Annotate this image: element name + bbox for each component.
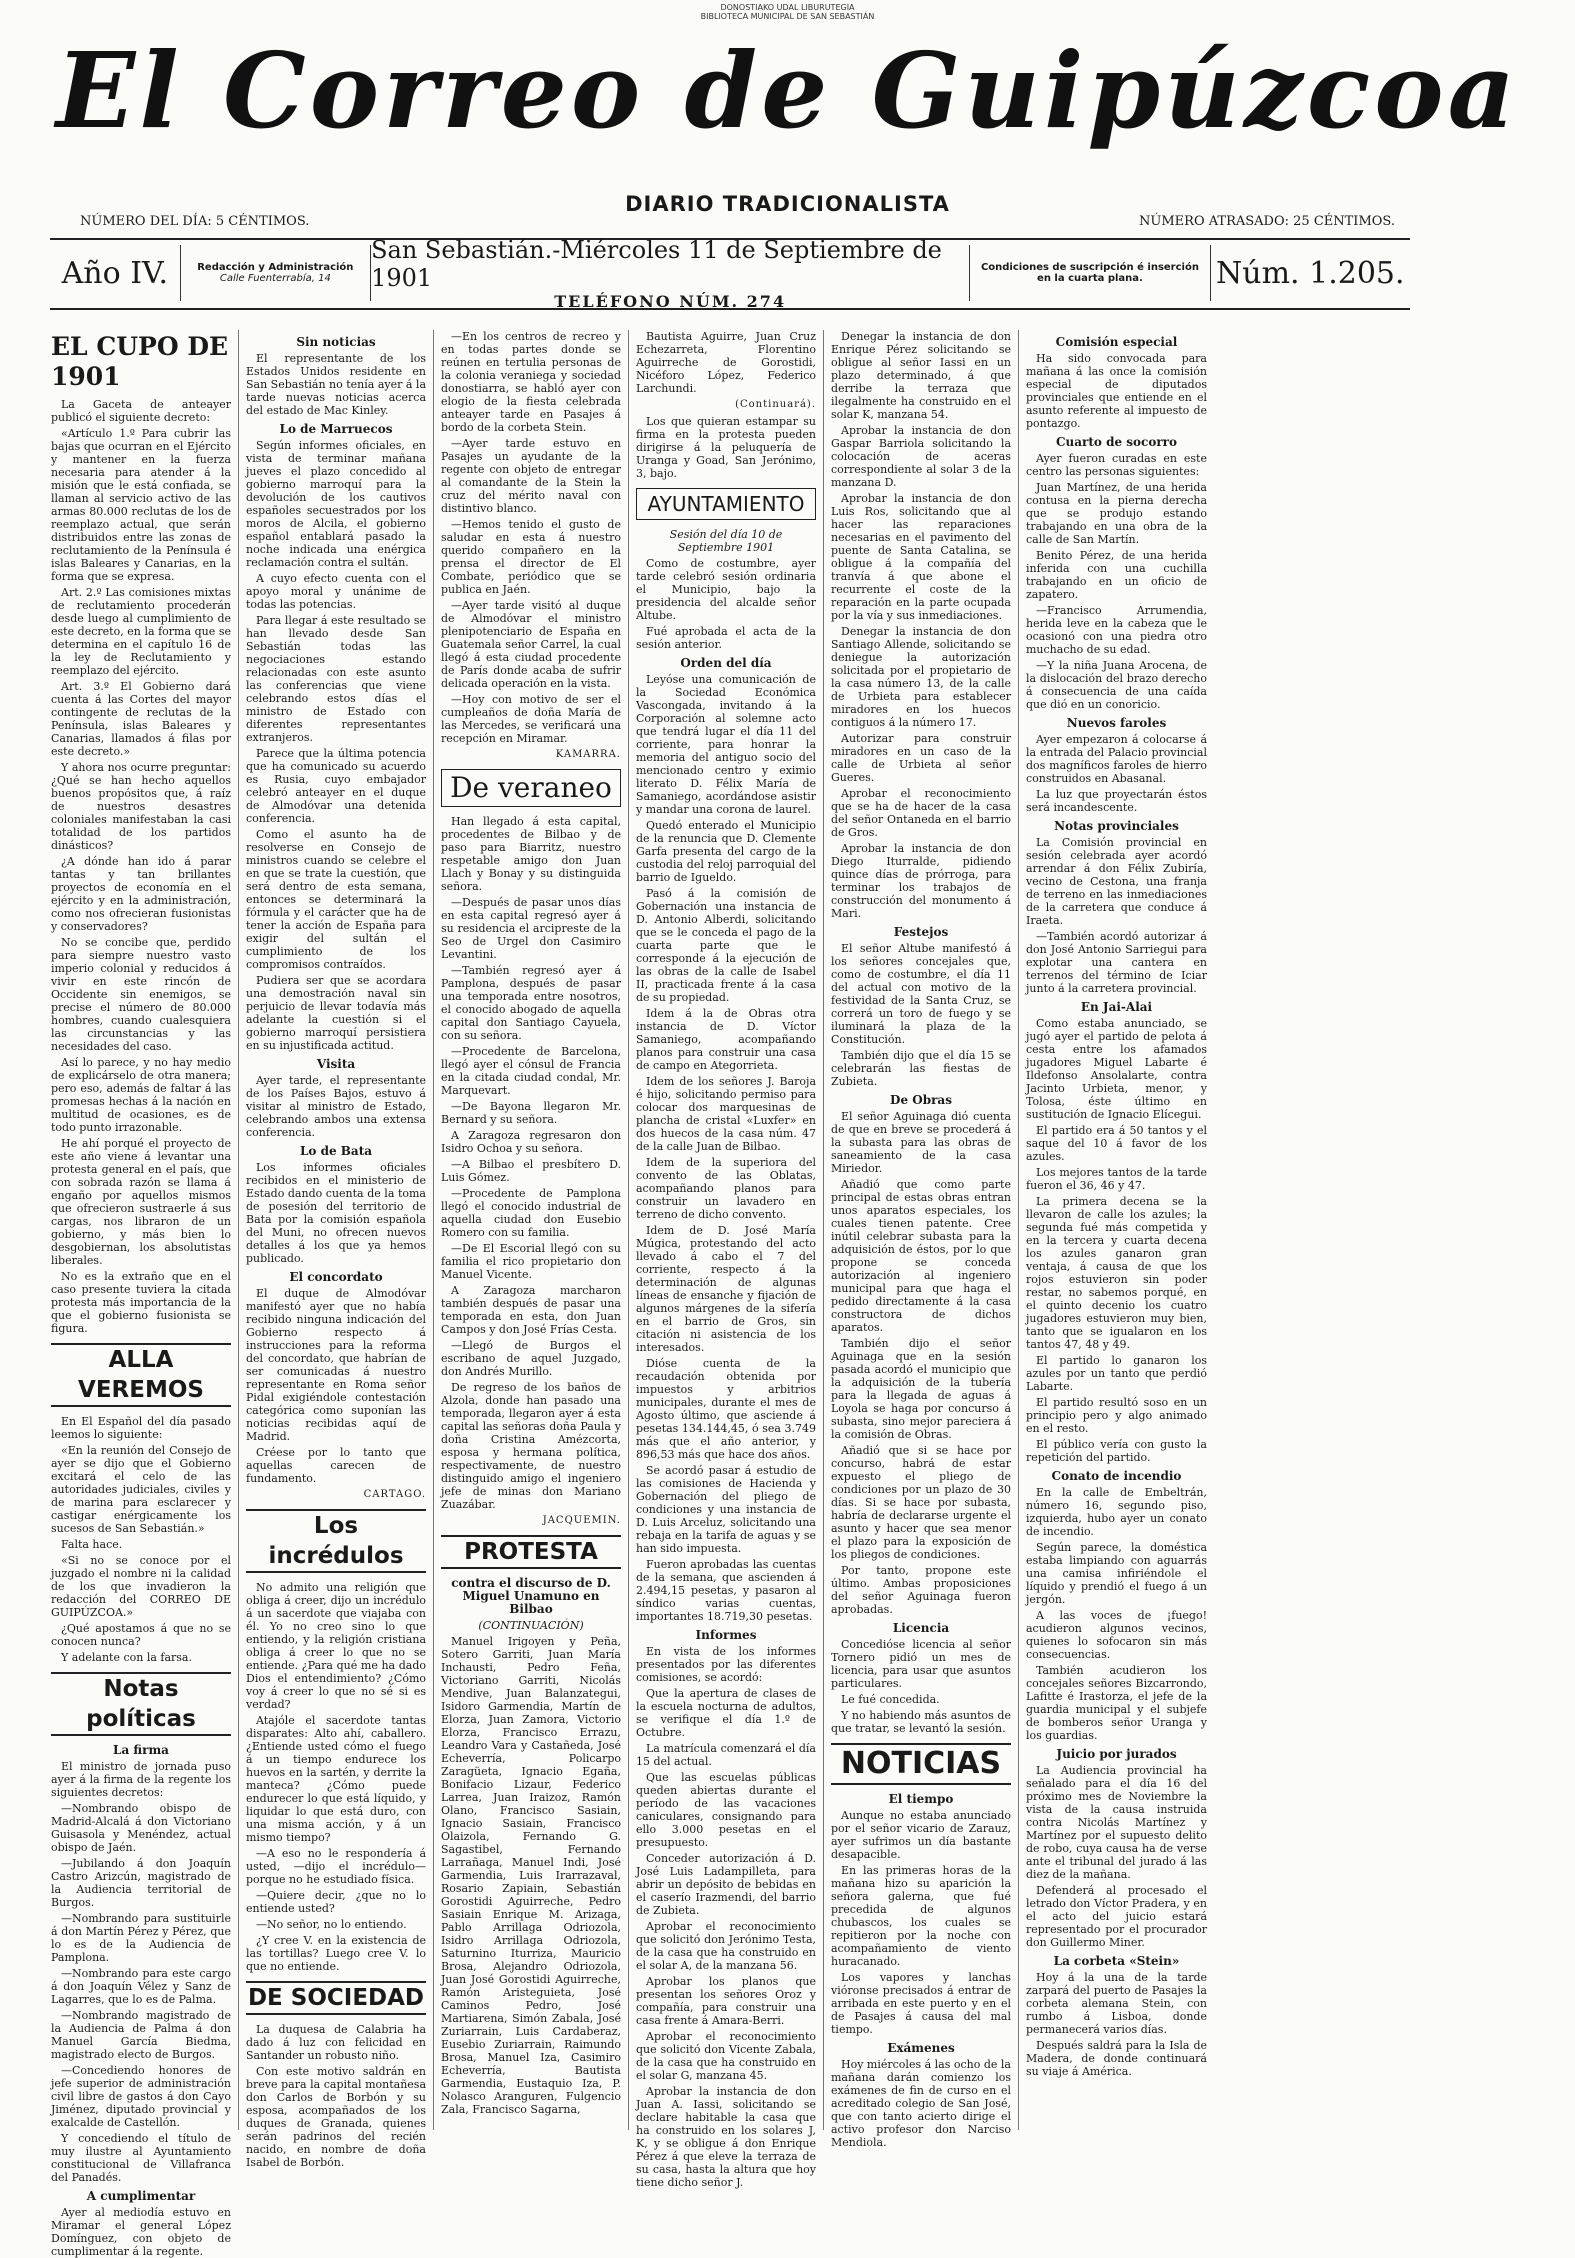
paragraph: —De El Escorial llegó con su familia el rico propietario don Manuel Vicente. xyxy=(441,1242,621,1281)
paragraph: Quedó enterado el Municipio de la renuncia que D. Clemente Garfa presenta del cargo de la custodia del reloj parroquial del barrio de Igueldo. xyxy=(636,819,816,884)
paragraph: Atajóle el sacerdote tantas disparates: Alto ahí, caballero. ¿Entiende usted cómo el fuego á un tiempo endurece los huevos en la sartén, y derrite la manteca? ¿Cómo puede endurecer lo que está líquido, y liquidar lo que está duro, con una misma acción, y á un mismo tiempo? xyxy=(246,1714,426,1844)
section-heading: En Jai-Alai xyxy=(1080,1000,1153,1014)
paragraph: Denegar la instancia de don Santiago Allende, solicitando se deniegue la autorización solicitada por el propietario de la casa número 13, de la calle de Urbieta para establecer miradores en los huecos contiguos á la número 17. xyxy=(831,625,1011,729)
issue-number: Núm. 1.205. xyxy=(1216,255,1405,291)
paragraph: Idem de los señores J. Baroja é hijo, solicitando permiso para colocar dos marquesinas de plancha de cristal «Luxfer» en dos huecos de la casa núm. 47 de la calle Juan de Bilbao. xyxy=(636,1075,816,1153)
telephone: TELÉFONO NÚM. 274 xyxy=(554,291,787,311)
paragraph: Leyóse una comunicación de la Sociedad Económica Vascongada, invitando á la Corporación al solemne acto que tendrá lugar el día 11 del corriente, para honrar la memoria del antiguo socio del mencionado centro y eximio literato D. Félix María de Samaniego, acordándose asistir y mandar una corona de laurel. xyxy=(636,673,816,816)
paragraph: —Y la niña Juana Arocena, de la dislocación del brazo derecho á consecuencia de una caída que dió en un conoricio. xyxy=(1026,659,1207,711)
paragraph: Idem de D. José María Múgica, protestando del acto llevado á cabo el 7 del corriente, respecto á la determinación de algunas líneas de ensanche y fijación de algunos márgenes de la sifería en el barrio de Gros, sin citación ni asistencia de los interesados. xyxy=(636,1224,816,1354)
date-text: San Sebastián.-Miércoles 11 de Septiembre de 1901 xyxy=(371,235,942,292)
continuation-note: (Continuará). xyxy=(735,399,816,410)
paragraph: Defenderá al procesado el letrado don Víctor Pradera, y en el acto del juicio estará representado por el procurador don Guillermo Miner. xyxy=(1026,1884,1207,1949)
paragraph: Por tanto, propone este último. Ambas proposiciones del señor Aguinaga fueron aprobadas. xyxy=(831,1564,1011,1616)
section-heading: Sin noticias xyxy=(296,335,376,349)
paragraph: Y ahora nos ocurre preguntar: ¿Qué se han hecho aquellos buenos propósitos que, á raíz de nuestros desastres coloniales manifestaban la casi totalidad de los partidos dinásticos? xyxy=(51,761,231,852)
paragraph: Hoy miércoles á las ocho de la mañana darán comienzo los exámenes de fin de curso en el acreditado colegio de San José, que con tanto acierto dirige el activo profesor don Narciso Mendiola. xyxy=(831,2058,1011,2149)
paragraph: Ayer fueron curadas en este centro las personas siguientes: xyxy=(1026,452,1207,478)
paragraph: De regreso de los baños de Alzola, donde han pasado una temporada, llegaron ayer á esta capital las señoras doña Paula y doña Cristina Amézcorta, esposa y hermana política, respectivamente, de nuestro distinguido amigo el ingeniero jefe de minas don Mariano Zuazábar. xyxy=(441,1381,621,1511)
issue-year: Año IV. xyxy=(50,245,181,301)
section-heading: Orden del día xyxy=(680,656,772,670)
stamp-line-2: BIBLIOTECA MUNICIPAL DE SAN SEBASTIÁN xyxy=(700,12,875,21)
paragraph: La duquesa de Calabria ha dado á luz con felicidad en Santander un robusto niño. xyxy=(246,2023,426,2062)
section-heading: Conato de incendio xyxy=(1051,1469,1182,1483)
headline-cupo: EL CUPO DE 1901 xyxy=(51,332,229,391)
paragraph: —Quiere decir, ¿que no lo entiende usted? xyxy=(246,1889,426,1915)
section-heading: Notas provinciales xyxy=(1054,819,1179,833)
section-heading: La corbeta «Stein» xyxy=(1053,1954,1180,1968)
paragraph: —También regresó ayer á Pamplona, después de pasar una temporada entre nosotros, el conocido abogado de aquella capital don Santiago Cayuela, con su señora. xyxy=(441,964,621,1042)
section-heading: El tiempo xyxy=(888,1792,954,1806)
paragraph: Bautista Aguirre, Juan Cruz Echezarreta, Florentino Aguirreche de Gorostidi, Nicéforo López, Federico Larchundi. xyxy=(636,330,816,395)
paragraph: «En la reunión del Consejo de ayer se dijo que el Gobierno excitará el celo de las autoridades judiciales, civiles y de marina para esclarecer y castigar enérgicamente los sucesos de San Sebastián.» xyxy=(51,1444,231,1535)
column-3 xyxy=(434,330,629,2130)
paragraph: Aprobar el reconocimiento que solicitó don Vicente Zabala, de la casa que ha construido en el solar G, manzana 45. xyxy=(636,2030,816,2082)
editorial-address: Calle Fuenterrabía, 14 xyxy=(219,273,331,284)
section-heading: Cuarto de socorro xyxy=(1055,435,1178,449)
paragraph: Hoy á la una de la tarde zarpará del puerto de Pasajes la corbeta alemana Stein, con rumbo á Lisboa, donde permanecerá varios días. xyxy=(1026,1971,1207,2036)
paragraph: A Zaragoza marcharon también después de pasar una temporada en esta, don Juan Campos y don José Frías Cesta. xyxy=(441,1284,621,1336)
paragraph: Para llegar á este resultado se han llevado desde San Sebastián todas las negociaciones estando relacionadas con este asunto las conferencias que viene celebrando estos días el ministro de Estado con diferentes representantes extranjeros. xyxy=(246,614,426,744)
column-4 xyxy=(629,330,824,2189)
conditions-line-2: en la cuarta plana. xyxy=(1037,273,1143,284)
paragraph: ¿Y cree V. en la existencia de las tortillas? Luego cree V. lo que no entiende. xyxy=(246,1934,426,1973)
paragraph: ¿Qué apostamos á que no se conocen nunca? xyxy=(51,1622,231,1648)
conditions-line-1: Condiciones de suscripción é inserción xyxy=(980,262,1199,273)
paragraph: Ha sido convocada para mañana á las once la comisión especial de diputados provinciales que entiende en el asunto referente al impuesto de pontazgo. xyxy=(1026,352,1207,430)
headline-de-veraneo: De veraneo xyxy=(441,769,621,807)
paragraph: Que la apertura de clases de la escuela nocturna de adultos, se verifique el día 1.º de Octubre. xyxy=(636,1687,816,1739)
paragraph: Parece que la última potencia que ha comunicado su acuerdo es Rusia, cuyo embajador celebró anteayer en el duque de Almodóvar una detenida conferencia. xyxy=(246,747,426,825)
paragraph: Benito Pérez, de una herida inferida con una cuchilla trabajando en un oficio de zapatero. xyxy=(1026,549,1207,601)
paragraph: —Procedente de Pamplona llegó el conocido industrial de aquella ciudad don Eusebio Romero con su familia. xyxy=(441,1187,621,1239)
paragraph: He ahí porqué el proyecto de este año viene á levantar una protesta general en el país, que con sobrada razón se llama á engaño por aquellos mismos que ofrecieron sustraerle á sus cargas, nos libraron de un gobierno, y más bien lo desgobiernan, los absolutistas liberales. xyxy=(51,1137,231,1267)
masthead-subtitle: DIARIO TRADICIONALISTA xyxy=(625,192,950,216)
headline-noticias: NOTICIAS xyxy=(831,1743,1011,1785)
paragraph: Fueron aprobadas las cuentas de la semana, que ascienden á 2.494,15 pesetas, y pasaron al síndico varias cuentas, importantes 18.719,30 pesetas. xyxy=(636,1558,816,1623)
paragraph: Manuel Irigoyen y Peña, Sotero Garriti, Juan María Inchausti, Pedro Feña, Victoriano Garriti, Nicolás Mendive, Juan Balanzategui, Isidoro Garmendia, Martín de Elorza, Juan Zamora, Victorio Elorza, Francisco Errazu, Leandro Vara y Castañeda, José Echeverría, Policarpo Zaragüeta, Ignacio Egaña, Bonifacio Lizaur, Federico Larrea, Juan Iraizoz, Ramón Olano, Francisco Sasiain, Ignacio Sasiain, Francisco Olaizola, Fernando G. Sagastibel, Fernando Larrañaga, Manuel Indi, José Garmendia, Luis Irarrazaval, Rosario Zapiain, Sebastián Gorostidi Aguirreche, Pedro Sasiain Enrique M. Arizaga, Pablo Arrillaga Odriozola, Isidro Arrillaga Odriozola, Saturnino Iturriza, Mauricio Brosa, Alejandro Odriozola, Juan José Gorostidi Aguirreche, Ramón Aristeguieta, José Caminos Pedro, José Martiarena, Simón Zabala, José Zuriarrain, Luis Cardaberaz, Eusebio Zuriarrain, Raimundo Brosa, Manuel Iza, Casimiro Echeverría, Bautista Garmendia, Eustaquio Iza, P. Nolasco Aranguren, Fulgencio Zala, Francisco Sagarna, xyxy=(441,1635,621,2116)
paragraph: No se concibe que, perdido para siempre nuestro vasto imperio colonial y reducidos á vivir en este rincón de Occidente sin enemigos, se precise el número de 80.000 hombres, cuando cualesquiera las circunstancias y las necesidades del caso. xyxy=(51,936,231,1053)
paragraph: ¿A dónde han ido á parar tantas y tan brillantes proyectos de economía en el ejército y en la administración, como nos ofrecieran fusionistas y conservadores? xyxy=(51,855,231,933)
paragraph: Art. 3.º El Gobierno dará cuenta á las Cortes del mayor contingente de reclutas de la Península, islas Baleares y Canarias, llamados á filas por este decreto.» xyxy=(51,680,231,758)
paragraph: Y adelante con la farsa. xyxy=(61,1651,192,1664)
paragraph: También dijo que el día 15 se celebrarán las fiestas de Zubieta. xyxy=(831,1049,1011,1088)
paragraph: —Nombrando para sustituirle á don Martín Pérez y Pérez, que lo es de la Audiencia de Pamplona. xyxy=(51,1912,231,1964)
section-heading: Lo de Marruecos xyxy=(279,422,393,436)
paragraph: Los informes oficiales recibidos en el ministerio de Estado dando cuenta de la toma de posesión del territorio de Bata por la comisión española del Muni, no ofrecen nuevos detalles á los que ya hemos publicado. xyxy=(246,1161,426,1265)
paragraph: Los vapores y lanchas vióronse precisados á entrar de arribada en este puerto y en el de Pasajes á causa del mal tiempo. xyxy=(831,1971,1011,2036)
paragraph: Aprobar la instancia de don Luis Ros, solicitando que al hacer las reparaciones necesarias en el pavimento del puente de Santa Catalina, se obligue á la compañía del tranvía á que abone el recurrente el coste de la reparación en la parte ocupada por la vía y sus inmediaciones. xyxy=(831,492,1011,622)
paragraph: Concedióse licencia al señor Tornero pidió un mes de licencia, para usar que asuntos particulares. xyxy=(831,1638,1011,1690)
paragraph: Como el asunto ha de resolverse en Consejo de ministros cuando se celebre el en que se trate la cuestión, que será dentro de esta semana, entonces se determinará la fórmula y el carácter que ha de tener la acción de España para exigir del sultán el cumplimiento de los compromisos contraídos. xyxy=(246,828,426,971)
paragraph: Que las escuelas públicas queden abiertas durante el período de las vacaciones caniculares, consignando para ello 3.000 pesetas en el presupuesto. xyxy=(636,1771,816,1849)
paragraph: Aprobar el reconocimiento que se ha de hacer de la casa del señor Ontaneda en el barrio de Gros. xyxy=(831,787,1011,839)
paragraph: El público vería con gusto la repetición del partido. xyxy=(1026,1438,1207,1464)
paragraph: Según informes oficiales, en vista de terminar mañana jueves el plazo concedido al gobierno marroquí para la devolución de los cautivos españoles secuestrados por los moros de Alcila, el gobierno español entablará pasado la noche indicada una enérgica reclamación contra el sultán. xyxy=(246,439,426,569)
paragraph: —De Bayona llegaron Mr. Bernard y su señora. xyxy=(441,1100,621,1126)
paragraph: A las voces de ¡fuego! acudieron algunos vecinos, quienes lo sofocaron sin más consecuencias. xyxy=(1026,1609,1207,1661)
paragraph: —Hemos tenido el gusto de saludar en esta á nuestro querido compañero en la prensa el director de El Combate, periódico que se publica en Jaén. xyxy=(441,518,621,596)
paragraph: En las primeras horas de la mañana hizo su aparición la señora galerna, que fué precedida de algunos chubascos, los cuales se repitieron por la noche con acompañamiento de viento huracanado. xyxy=(831,1864,1011,1968)
section-heading: Lo de Bata xyxy=(299,1144,373,1158)
signature: JACQUEMIN. xyxy=(542,1515,621,1526)
paragraph: Añadió que si se hace por concurso, habrá de estar expuesto el pliego de condiciones por un plazo de 30 días. Si se hace por subasta, habría de declararse urgente el asunto y hacer que sea menor el plazo para la exposición de los pliegos de condiciones. xyxy=(831,1444,1011,1561)
section-heading: Informes xyxy=(695,1628,757,1642)
paragraph: —Procedente de Barcelona, llegó ayer el cónsul de Francia en la citada ciudad condal, Mr. Marquevart. xyxy=(441,1045,621,1097)
dateline-bar xyxy=(50,235,1410,311)
section-heading: Festejos xyxy=(893,925,949,939)
paragraph: En la calle de Embeltrán, número 16, segundo piso, izquierda, hubo ayer un conato de incendio. xyxy=(1026,1486,1207,1538)
paragraph: Art. 2.º Las comisiones mixtas de reclutamiento procederán desde luego al cumplimiento de este decreto, en la forma que se determina en el capítulo 16 de la ley de Reclutamiento y reemplazo del ejército. xyxy=(51,586,231,677)
paragraph: Autorizar para construir miradores en un caso de la calle de Urbieta al señor Gueres. xyxy=(831,732,1011,784)
headline-notas-politicas: Notas políticas xyxy=(51,1672,231,1736)
price-back-issue: NÚMERO ATRASADO: 25 CÉNTIMOS. xyxy=(1139,214,1395,229)
paragraph: —En los centros de recreo y en todas partes donde se reúnen en tertulia personas de la colonia veraniega y sociedad donostiarra, se habló ayer con elogio de la fiesta celebrada anteayer tarde en Pasajes á bordo de la corbeta Stein. xyxy=(441,330,621,434)
paragraph: A cuyo efecto cuenta con el apoyo moral y unánime de todas las potencias. xyxy=(246,572,426,611)
paragraph: La luz que proyectarán éstos será incandescente. xyxy=(1026,788,1207,814)
paragraph: Aprobar el reconocimiento que solicitó don Jerónimo Testa, de la casa que ha construido en el solar A, de la manzana 56. xyxy=(636,1920,816,1972)
section-heading: Nuevos faroles xyxy=(1066,716,1167,730)
paragraph: La Gaceta de anteayer publicó el siguiente decreto: xyxy=(51,398,231,424)
paragraph: Ayer al mediodía estuvo en Miramar el general López Domínguez, con objeto de cumplimentar á la regente. xyxy=(51,2206,231,2258)
paragraph: Así lo parece, y no hay medio de explicárselo de otra manera; pero eso, además de faltar á las promesas hechas á la nación en multitud de ocasiones, es de todo punto irrazonable. xyxy=(51,1056,231,1134)
paragraph: Como estaba anunciado, se jugó ayer el partido de pelota á cesta entre los afamados jugadores Miguel Labarte é Ildefonso Ansolalarte, contra Jacinto Urbieta, menor, y Tolosa, éste último en sustitución de Ignacio Elícegui. xyxy=(1026,1017,1207,1121)
paragraph: También dijo el señor Aguinaga que en la sesión pasada acordó el municipio que la adquisición de la tubería para la llegada de aguas á Loyola se haga por concurso á subasta, sino mejor pareciera á la comisión de Obras. xyxy=(831,1337,1011,1441)
paragraph: —Ayer tarde estuvo en Pasajes un ayudante de la regente con objeto de entregar al comandante de la Stein la cruz del mérito naval con distintivo blanco. xyxy=(441,437,621,515)
paragraph: Falta hace. xyxy=(61,1538,123,1551)
column-6 xyxy=(1019,330,1214,2130)
paragraph: Han llegado á esta capital, procedentes de Bilbao y de paso para Biarritz, nuestro respetable amigo don Juan Llach y Bonay y su distinguida señora. xyxy=(441,815,621,893)
signature: KAMARRA. xyxy=(555,749,621,760)
section-heading: El concordato xyxy=(289,1270,383,1284)
paragraph: —Llegó de Burgos el escribano de aquel Juzgado, don Andrés Murillo. xyxy=(441,1339,621,1378)
paragraph: Aprobar la instancia de don Diego Iturralde, pidiendo quince días de prórroga, para terminar los trabajos de construcción del monumento á Mari. xyxy=(831,842,1011,920)
paragraph: Conceder autorización á D. José Luis Ladampilleta, para abrir un depósito de bebidas en el caserío Irazmendi, del barrio de Zubieta. xyxy=(636,1852,816,1917)
paragraph: Pasó á la comisión de Gobernación una instancia de D. Antonio Alberdi, solicitando que se le conceda el pago de la cuarta parte que le corresponde á la ejecución de las obras de la calle de Isabel II, practicada frente á la casa de su propiedad. xyxy=(636,887,816,1004)
session-date: Sesión del día 10 de Septiembre 1901 xyxy=(669,528,783,554)
headline-protesta: PROTESTA xyxy=(441,1535,621,1569)
headline-incredulos: Los incrédulos xyxy=(246,1509,426,1573)
issue-date xyxy=(371,235,970,311)
section-heading: De Obras xyxy=(890,1093,952,1107)
paragraph: Según parece, la doméstica estaba limpiando con aguarrás una camisa infiriéndole el líquido y prendió el fuego á un jergón. xyxy=(1026,1541,1207,1606)
continuation-note: (CONTINUACIÓN) xyxy=(478,1619,584,1632)
library-stamp xyxy=(0,3,1575,21)
paragraph: Juan Martínez, de una herida contusa en la pierna derecha que se produjo estando trabajando en una obra de la calle de San Martín. xyxy=(1026,481,1207,546)
masthead-title: El Correo de Guipúzcoa xyxy=(56,29,1519,152)
paragraph: —A Bilbao el presbítero D. Luis Gómez. xyxy=(441,1158,621,1184)
paragraph: Aprobar la instancia de don Gaspar Barriola solicitando la colocación de aceras correspondiente al solar 3 de la manzana D. xyxy=(831,424,1011,489)
paragraph: Pudiera ser que se acordara una demostración naval sin perjuicio de llevar todavía más adelante la cuestión si el gobierno marroquí persistiera en su injustificada actitud. xyxy=(246,974,426,1052)
paragraph: «Artículo 1.º Para cubrir las bajas que ocurran en el Ejército y mantener en la fuerza necesaria para atender á la misión que le está confiada, se llaman al servicio activo de las armas 80.000 reclutas de los de reemplazo actual, que serán distribuidos entre las zonas de reclutamiento de la Península é islas Baleares y Canarias, en la forma que se expresa. xyxy=(51,427,231,583)
section-heading: Exámenes xyxy=(887,2041,955,2055)
paragraph: El partido lo ganaron los azules por un tanto que perdió Labarte. xyxy=(1026,1354,1207,1393)
article-columns xyxy=(44,330,1414,2258)
paragraph: Denegar la instancia de don Enrique Pérez solicitando se obligue al señor Iassi en un plazo determinado, á que derribe la terraza que ilegalmente ha construido en el solar K, manzana 54. xyxy=(831,330,1011,421)
paragraph: El representante de los Estados Unidos residente en San Sebastián no tenía ayer á la tarde nuevas noticias acerca del estado de Mac Kinley. xyxy=(246,352,427,417)
paragraph: La Comisión provincial en sesión celebrada ayer acordó arrendar á don Félix Zubiría, vecino de Cestona, una franja de terreno en las inmediaciones de la carretera que conduce á Iraeta. xyxy=(1026,836,1207,927)
paragraph: Aprobar los planos que presentan los señores Oroz y compañía, para construir una casa frente á Amara-Berri. xyxy=(636,1975,816,2027)
paragraph: Después saldrá para la Isla de Madera, de donde continuará su viaje á América. xyxy=(1026,2039,1207,2078)
section-heading: Comisión especial xyxy=(1055,335,1178,349)
paragraph: Y no habiendo más asuntos de que tratar, se levantó la sesión. xyxy=(831,1709,1011,1735)
paragraph: Se acordó pasar á estudio de las comisiones de Hacienda y Gobernación del pliego de condiciones y una instancia de D. Luis Arceluz, solicitando una rebaja en la tarifa de aguas y se han sido impuesta. xyxy=(636,1464,816,1555)
paragraph: La matrícula comenzará el día 15 del actual. xyxy=(636,1742,816,1768)
paragraph: —A eso no le respondería á usted, —dijo el incrédulo— porque no he estudiado física. xyxy=(246,1847,426,1886)
section-heading: Licencia xyxy=(892,1621,950,1635)
headline-alla-veremos: ALLA VEREMOS xyxy=(51,1343,231,1407)
paragraph: No es la extraño que en el caso presente tuviera la citada protesta más importancia de la que el gobierno fusionista se figura. xyxy=(51,1270,231,1335)
paragraph: El duque de Almodóvar manifestó ayer que no había recibido ninguna indicación del Gobierno respecto á instrucciones para la reforma del concordato, que habrían de ser comunicadas á nuestro representante en Roma señor Pidal exigiéndole contestación categórica como suponían las noticias recibidas aquí de Madrid. xyxy=(246,1287,426,1443)
paragraph: —Concediendo honores de jefe superior de administración civil libre de gastos á don Cayo Jiménez, diputado provincial y exalcalde de Castellón. xyxy=(51,2064,231,2129)
subscription-conditions xyxy=(970,245,1210,301)
paragraph: —Hoy con motivo de ser el cumpleaños de doña María de las Mercedes, se verificará una recepción en Miramar. xyxy=(441,693,621,745)
column-1 xyxy=(44,330,239,2258)
paragraph: En El Español del día pasado leemos lo siguiente: xyxy=(51,1415,231,1441)
paragraph: Aprobar la instancia de don Juan A. Iassi, solicitando se declare habitable la casa que ha construido en los solares J, K, y se obligue á don Enrique Pérez á que eleve la terraza de su casa, hasta la altura que hoy tiene dicho señor J. xyxy=(636,2085,816,2189)
paragraph: —Ayer tarde visitó al duque de Almodóvar el ministro plenipotenciario de España en Guatemala señor Carrel, la cual llegó á esta ciudad procedente de París donde acaba de sufrir delicada operación en la vista. xyxy=(441,599,621,690)
paragraph: —Nombrando para este cargo á don Joaquín Vélez y Sanz de Lagarres, que lo es de Palma. xyxy=(51,1967,231,2006)
stamp-line-1: DONOSTIAKO UDAL LIBURUTEGIA xyxy=(720,3,855,12)
paragraph: Idem á la de Obras otra instancia de D. Víctor Samaniego, acompañando planos para construir una casa de campo en Ategorrieta. xyxy=(636,1007,816,1072)
section-heading: Juicio por jurados xyxy=(1056,1747,1177,1761)
section-heading: Visita xyxy=(316,1057,356,1071)
column-5 xyxy=(824,330,1019,2149)
paragraph: El ministro de jornada puso ayer á la firma de la regente los siguientes decretos: xyxy=(51,1760,231,1799)
paragraph: —También acordó autorizar á don José Antonio Sarriegui para explotar una cantera en terrenos del término de Iciar junto á la carretera provincial. xyxy=(1026,930,1207,995)
paragraph: —No señor, no lo entiendo. xyxy=(256,1918,407,1931)
bottom-rule xyxy=(50,308,1410,310)
protesta-subheading: contra el discurso de D. Miguel Unamuno en Bilbao xyxy=(451,1576,611,1616)
editorial-office xyxy=(181,245,371,301)
paragraph: Dióse cuenta de la recaudación obtenida por impuestos y arbitrios municipales, durante el mes de Agosto último, que asciende á pesetas 134.144,45, ó sea 3.749 más que el año anterior, y 896,53 más que hace dos años. xyxy=(636,1357,816,1461)
editorial-label: Redacción y Administración xyxy=(197,262,354,273)
paragraph: —Nombrando obispo de Madrid-Alcalá á don Victoriano Guisasola y Menéndez, actual obispo de Jaén. xyxy=(51,1802,231,1854)
headline-ayuntamiento: AYUNTAMIENTO xyxy=(636,488,816,520)
paragraph: Ayer empezaron á colocarse á la entrada del Palacio provincial dos magníficos faroles de hierro construidos en Abasanal. xyxy=(1026,733,1207,785)
section-heading: La firma xyxy=(113,1743,169,1757)
paragraph: —Después de pasar unos días en esta capital regresó ayer á su residencia el arcipreste de la Seo de Urgel don Casimiro Levantini. xyxy=(441,896,621,961)
price-daily: NÚMERO DEL DÍA: 5 CÉNTIMOS. xyxy=(80,214,310,229)
paragraph: El señor Aguinaga dió cuenta de que en breve se procederá á la subasta para las obras de saneamiento de la casa Miriedor. xyxy=(831,1110,1011,1175)
paragraph: —Francisco Arrumendia, herida leve en la cabeza que le ocasionó con una piedra otro muchacho de su edad. xyxy=(1026,604,1207,656)
paragraph: Créese por lo tanto que aquellas carecen de fundamento. xyxy=(246,1446,426,1485)
paragraph: El señor Altube manifestó á los señores concejales que, como de costumbre, el día 11 del actual con motivo de la festividad de la Santa Cruz, se correrá un toro de fuego y se iluminará la plaza de la Constitución. xyxy=(831,942,1011,1046)
paragraph: El partido resultó soso en un principio pero y algo animado en el resto. xyxy=(1026,1396,1207,1435)
paragraph: «Si no se conoce por el juzgado el nombre ni la calidad de los que invadieron la redacción del CORREO DE GUIPÚZCOA.» xyxy=(51,1554,231,1619)
paragraph: A Zaragoza regresaron don Isidro Ochoa y su señora. xyxy=(441,1129,621,1155)
paragraph: Ayer tarde, el representante de los Países Bajos, estuvo á visitar al ministro de Estado, celebrando ambos una extensa conferencia. xyxy=(246,1074,426,1139)
paragraph: La primera decena se la llevaron de calle los azules; la segunda fué más competida y en la tercera y cuarta decena los azules ganaron gran ventaja, á causa de que los rojos estuvieron sin poder restar, no sabemos porqué, en el quinto decenio los cuatro jugadores estuvieron muy bien, tanto que se igualaron en los tantos 47, 48 y 49. xyxy=(1026,1195,1207,1351)
paragraph: Los mejores tantos de la tarde fueron el 36, 46 y 47. xyxy=(1026,1166,1207,1192)
paragraph: No admito una religión que obliga á creer, dijo un incrédulo á un sacerdote que viajaba con él. Yo no creo sino lo que entiendo, y la religión cristiana obliga á creer lo que no se entiende. ¿Para qué me ha dado Dios el entendimiento? ¿Cómo voy á creer lo que no sé si es verdad? xyxy=(246,1581,426,1711)
paragraph: Aunque no estaba anunciado por el señor vicario de Zarauz, ayer sufrimos un día bastante desapacible. xyxy=(831,1809,1011,1861)
paragraph: —Jubilando á don Joaquín Castro Arizcún, magistrado de la Audiencia territorial de Burgos. xyxy=(51,1857,231,1909)
paragraph: Fué aprobada el acta de la sesión anterior. xyxy=(636,625,816,651)
paragraph: También acudieron los concejales señores Bizcarrondo, Lafitte é Irastorza, el jefe de la guardia municipal y el subjefe de bomberos señor Uranga y los guardias. xyxy=(1026,1664,1207,1742)
headline-de-sociedad: DE SOCIEDAD xyxy=(246,1981,426,2015)
column-2 xyxy=(239,330,434,2169)
paragraph: —Nombrando magistrado de la Audiencia de Palma á don Manuel García Biedma, magistrado electo de Burgos. xyxy=(51,2009,231,2061)
paragraph: Le fué concedida. xyxy=(841,1693,940,1706)
paragraph: La Audiencia provincial ha señalado para el día 16 del próximo mes de Noviembre la vista de la causa instruida contra Nicolás Martínez y Martínez por el supuesto delito de robo, cuya causa ha de verse ante el tribunal del jurado á las diez de la mañana. xyxy=(1026,1764,1207,1881)
paragraph: El partido era á 50 tantos y el saque del 10 á favor de los azules. xyxy=(1026,1124,1207,1163)
paragraph: Idem de la superiora del convento de las Oblatas, acompañando planos para construir un lavadero en terreno de dicho convento. xyxy=(636,1156,816,1221)
paragraph: Y concediendo el título de muy ilustre al Ayuntamiento constitucional de Villafranca del Panadés. xyxy=(51,2132,231,2184)
paragraph: Los que quieran estampar su firma en la protesta pueden dirigirse á la peluquería de Uranga y Goad, San Jerónimo, 3, bajo. xyxy=(636,415,816,480)
section-heading: A cumplimentar xyxy=(86,2189,196,2203)
paragraph: En vista de los informes presentados por las diferentes comisiones, se acordó: xyxy=(636,1645,816,1684)
signature: CARTAGO. xyxy=(363,1489,426,1500)
paragraph: Como de costumbre, ayer tarde celebró sesión ordinaria el Municipio, bajo la presidencia del alcalde señor Altube. xyxy=(636,557,816,622)
paragraph: Con este motivo saldrán en breve para la capital montañesa don Carlos de Borbón y su esposa, acompañados de los duques de Granada, quienes serán padrinos del recién nacido, en nombre de doña Isabel de Borbón. xyxy=(246,2065,426,2169)
paragraph: Añadió que como parte principal de estas obras entran unos aparatos especiales, los cuales tienen patente. Cree inútil celebrar subasta para la adquisición de éstos, por lo que propone se conceda autorización al ingeniero municipal para que haga el pedido directamente á la casa constructora de dichos aparatos. xyxy=(831,1178,1011,1334)
